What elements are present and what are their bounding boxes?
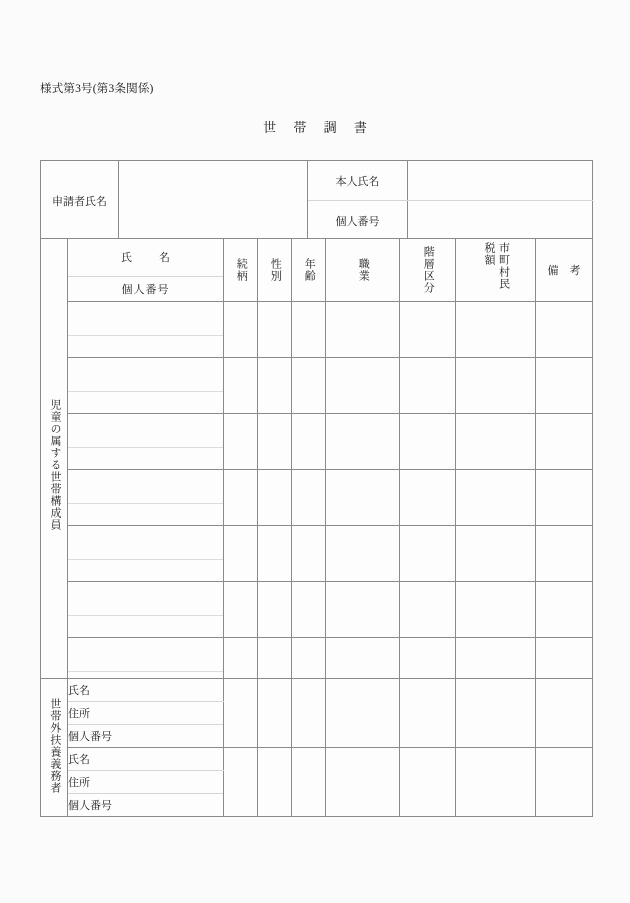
obligor-mynumber-label: 個人番号 bbox=[68, 725, 224, 748]
member-tax-input[interactable] bbox=[456, 582, 536, 638]
obligor-tax-input[interactable] bbox=[456, 748, 536, 817]
header-my-number: 個人番号 bbox=[121, 283, 170, 296]
member-age-input[interactable] bbox=[292, 414, 326, 470]
member-occupation-input[interactable] bbox=[326, 582, 400, 638]
member-age-input[interactable] bbox=[292, 582, 326, 638]
member-tax-input[interactable] bbox=[456, 302, 536, 358]
member-tax-input[interactable] bbox=[456, 526, 536, 582]
member-mynumber-input[interactable] bbox=[68, 392, 223, 413]
member-name-cell[interactable] bbox=[68, 302, 224, 358]
applicant-name-label: 申請者氏名 bbox=[41, 161, 119, 241]
outside-obligor-section bbox=[40, 678, 592, 817]
member-tier-input[interactable] bbox=[400, 302, 456, 358]
header-age-text: 年齢 bbox=[303, 258, 316, 282]
applicant-name-input[interactable] bbox=[119, 161, 308, 241]
obligor-name-label: 氏名 bbox=[68, 679, 224, 702]
member-gender-input[interactable] bbox=[258, 470, 292, 526]
members-header-row bbox=[41, 239, 593, 302]
member-gender-input[interactable] bbox=[258, 526, 292, 582]
member-tier-input[interactable] bbox=[400, 358, 456, 414]
header-name: 氏 名 bbox=[68, 239, 223, 277]
member-gender-input[interactable] bbox=[258, 582, 292, 638]
header-name-cell bbox=[68, 239, 224, 302]
member-name-input[interactable] bbox=[68, 302, 223, 336]
applicant-section bbox=[40, 160, 592, 241]
page-title: 世 帯 調 書 bbox=[263, 120, 374, 135]
member-name-input[interactable] bbox=[68, 638, 223, 672]
header-occupation-text: 職業 bbox=[357, 258, 370, 282]
member-occupation-input[interactable] bbox=[326, 526, 400, 582]
table-row bbox=[41, 679, 593, 702]
header-tier bbox=[400, 239, 456, 302]
member-relation-input[interactable] bbox=[224, 358, 258, 414]
members-section bbox=[40, 238, 592, 694]
obligor-tier-input[interactable] bbox=[400, 748, 456, 817]
member-mynumber-input[interactable] bbox=[68, 616, 223, 637]
member-gender-input[interactable] bbox=[258, 358, 292, 414]
member-mynumber-input[interactable] bbox=[68, 448, 223, 469]
obligor-age-input[interactable] bbox=[292, 748, 326, 817]
member-tier-input[interactable] bbox=[400, 414, 456, 470]
member-relation-input[interactable] bbox=[224, 526, 258, 582]
member-remarks-input[interactable] bbox=[536, 302, 593, 358]
member-name-input[interactable] bbox=[68, 358, 223, 392]
obligor-remarks-input[interactable] bbox=[536, 748, 593, 817]
member-relation-input[interactable] bbox=[224, 302, 258, 358]
header-remarks: 備 考 bbox=[536, 239, 593, 302]
applicant-table bbox=[40, 160, 593, 241]
member-relation-input[interactable] bbox=[224, 582, 258, 638]
members-table bbox=[40, 238, 593, 694]
obligor-tier-input[interactable] bbox=[400, 679, 456, 748]
member-gender-input[interactable] bbox=[258, 414, 292, 470]
obligor-relation-input[interactable] bbox=[224, 679, 258, 748]
obligor-address-label: 住所 bbox=[68, 702, 224, 725]
obligor-gender-input[interactable] bbox=[258, 679, 292, 748]
member-tax-input[interactable] bbox=[456, 470, 536, 526]
obligor-age-input[interactable] bbox=[292, 679, 326, 748]
member-remarks-input[interactable] bbox=[536, 526, 593, 582]
member-tax-input[interactable] bbox=[456, 358, 536, 414]
member-occupation-input[interactable] bbox=[326, 470, 400, 526]
member-mynumber-input[interactable] bbox=[68, 560, 223, 581]
member-tier-input[interactable] bbox=[400, 470, 456, 526]
member-mynumber-input[interactable] bbox=[68, 504, 223, 525]
member-occupation-input[interactable] bbox=[326, 358, 400, 414]
member-relation-input[interactable] bbox=[224, 414, 258, 470]
form-code: 様式第3号(第3条関係) bbox=[40, 83, 154, 95]
header-relation bbox=[224, 239, 258, 302]
members-side-label-text: 児童の属する世帯構成員 bbox=[48, 398, 61, 531]
member-tax-input[interactable] bbox=[456, 414, 536, 470]
header-occupation bbox=[326, 239, 400, 302]
member-relation-input[interactable] bbox=[224, 470, 258, 526]
table-row bbox=[41, 161, 593, 201]
person-name-label: 本人氏名 bbox=[308, 161, 408, 201]
my-number-label: 個人番号 bbox=[308, 201, 408, 241]
member-age-input[interactable] bbox=[292, 358, 326, 414]
member-name-cell[interactable] bbox=[68, 414, 224, 470]
member-name-cell[interactable] bbox=[68, 470, 224, 526]
table-row bbox=[41, 526, 593, 582]
obligor-address-label: 住所 bbox=[68, 771, 224, 794]
member-name-input[interactable] bbox=[68, 526, 223, 560]
header-relation-text: 続柄 bbox=[235, 258, 248, 282]
header-tax-amount-text: 税額 bbox=[483, 242, 495, 266]
header-municipal-text: 市町村民 bbox=[497, 242, 510, 290]
outside-obligor-table bbox=[40, 678, 593, 817]
table-row bbox=[41, 414, 593, 470]
table-row bbox=[41, 748, 593, 771]
header-age bbox=[292, 239, 326, 302]
member-tier-input[interactable] bbox=[400, 526, 456, 582]
member-name-input[interactable] bbox=[68, 582, 223, 616]
obligor-relation-input[interactable] bbox=[224, 748, 258, 817]
member-age-input[interactable] bbox=[292, 302, 326, 358]
table-row bbox=[41, 582, 593, 638]
header-tier-text: 階層区分 bbox=[422, 246, 435, 294]
outside-side-label bbox=[41, 679, 68, 817]
member-gender-input[interactable] bbox=[258, 302, 292, 358]
table-row bbox=[41, 358, 593, 414]
member-remarks-input[interactable] bbox=[536, 358, 593, 414]
obligor-tax-input[interactable] bbox=[456, 679, 536, 748]
header-municipal-tax bbox=[456, 239, 536, 302]
obligor-remarks-input[interactable] bbox=[536, 679, 593, 748]
obligor-gender-input[interactable] bbox=[258, 748, 292, 817]
member-age-input[interactable] bbox=[292, 526, 326, 582]
member-mynumber-input[interactable] bbox=[68, 336, 223, 357]
table-row bbox=[41, 470, 593, 526]
member-remarks-input[interactable] bbox=[536, 470, 593, 526]
member-name-cell[interactable] bbox=[68, 582, 224, 638]
member-remarks-input[interactable] bbox=[536, 582, 593, 638]
member-remarks-input[interactable] bbox=[536, 414, 593, 470]
header-gender bbox=[258, 239, 292, 302]
obligor-mynumber-label: 個人番号 bbox=[68, 794, 224, 817]
member-occupation-input[interactable] bbox=[326, 302, 400, 358]
obligor-occupation-input[interactable] bbox=[326, 679, 400, 748]
member-occupation-input[interactable] bbox=[326, 414, 400, 470]
obligor-occupation-input[interactable] bbox=[326, 748, 400, 817]
outside-side-label-text: 世帯外扶養義務者 bbox=[48, 698, 61, 794]
member-tier-input[interactable] bbox=[400, 582, 456, 638]
member-age-input[interactable] bbox=[292, 470, 326, 526]
my-number-input[interactable] bbox=[408, 201, 593, 241]
members-side-label bbox=[41, 239, 68, 694]
member-name-input[interactable] bbox=[68, 470, 223, 504]
member-name-input[interactable] bbox=[68, 414, 223, 448]
obligor-name-label: 氏名 bbox=[68, 748, 224, 771]
header-gender-text: 性別 bbox=[269, 258, 282, 282]
person-name-input[interactable] bbox=[408, 161, 593, 201]
member-name-cell[interactable] bbox=[68, 358, 224, 414]
member-name-cell[interactable] bbox=[68, 526, 224, 582]
table-row bbox=[41, 302, 593, 358]
